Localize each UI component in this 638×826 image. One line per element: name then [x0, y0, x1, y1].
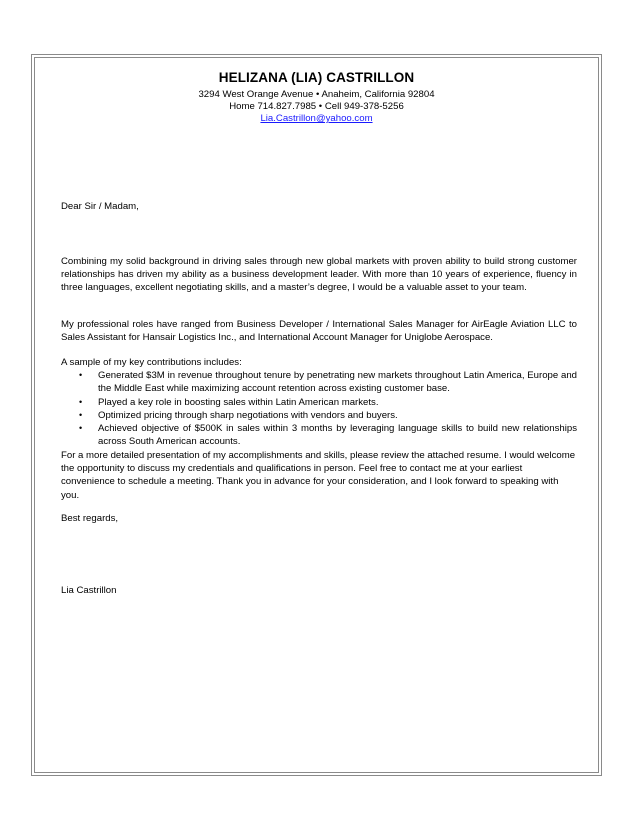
closing: Best regards, [61, 513, 119, 524]
list-item [61, 396, 577, 409]
list-item [61, 422, 577, 448]
paragraph-intro: Combining my solid background in driving sales through new global markets with proven ability to build strong customer relationships has driven my ability as a business development leader. With more than 10 years of experience, fluency in three languages, excellent negotiating skills, and a master’s degree, I would be a valuable asset to your team. [61, 256, 577, 294]
bullet-icon: • [79, 409, 83, 420]
contributions-section [61, 356, 577, 448]
bullet-icon: • [79, 423, 83, 434]
applicant-email-link[interactable]: Lia.Castrillon@yahoo.com [260, 113, 373, 124]
salutation: Dear Sir / Madam, [61, 201, 139, 212]
bullet-icon: • [79, 370, 83, 381]
list-item-text: Achieved objective of $500K in sales within 3 months by leveraging language skills to build new relationships across South American accounts. [98, 423, 577, 448]
contributions-intro: A sample of my key contributions includes: [61, 357, 242, 368]
list-item-text: Played a key role in boosting sales within Latin American markets. [98, 396, 379, 408]
paragraph-roles: My professional roles have ranged from Business Developer / International Sales Manager for AirEagle Aviation LLC to Sales Assistant for Hansair Logistics Inc., and International Account Manager for Uniglobe Aerospace. [61, 319, 577, 344]
applicant-address: 3294 West Orange Avenue • Anaheim, California 92804 [198, 89, 435, 100]
bullet-icon: • [79, 396, 83, 407]
list-item [61, 369, 577, 395]
signature-name: Lia Castrillon [61, 585, 117, 596]
contributions-list [61, 369, 577, 448]
list-item [61, 409, 577, 422]
paragraph-closing-remarks: For a more detailed presentation of my accomplishments and skills, please review the attached resume. I would welcome the opportunity to discuss my credentials and qualifications in person. Feel free to contact me at your earliest convenience to schedule a meeting. Thank you in advance for your consideration, and I look forward to speaking with you. [61, 450, 576, 501]
applicant-name: HELIZANA (LIA) CASTRILLON [218, 70, 415, 85]
list-item-text: Optimized pricing through sharp negotiations with vendors and buyers. [98, 409, 398, 421]
applicant-phones: Home 714.827.7985 • Cell 949-378-5256 [229, 101, 404, 112]
list-item-text: Generated $3M in revenue throughout tenure by penetrating new markets throughout Latin America, Europe and the Middle East while maximizing account retention across existing customer base. [98, 370, 577, 395]
